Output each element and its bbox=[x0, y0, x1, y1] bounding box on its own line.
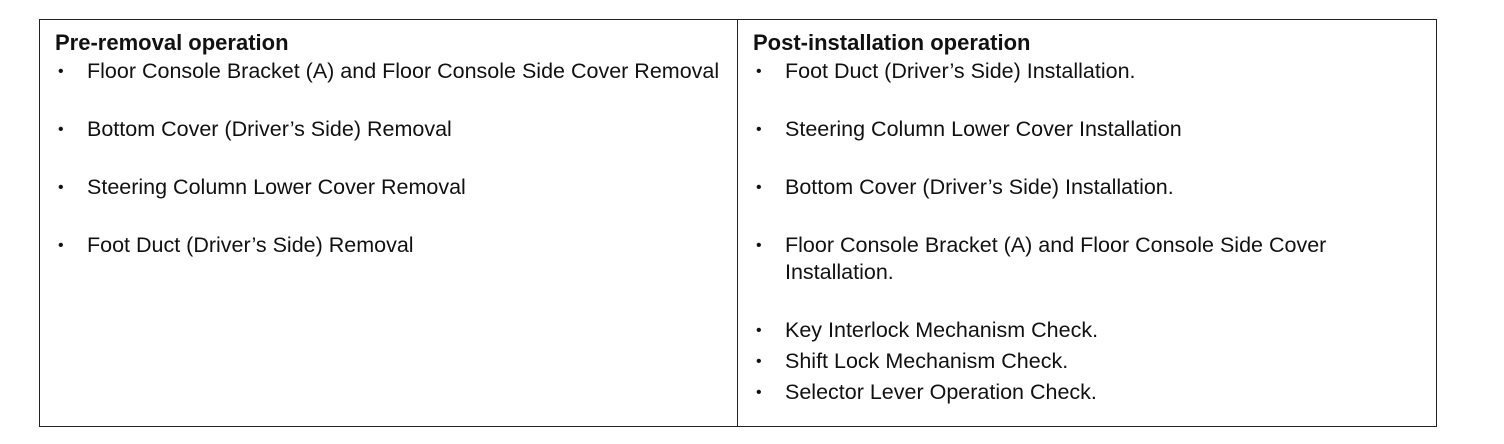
bullet-icon: • bbox=[756, 179, 762, 196]
bullet-icon: • bbox=[58, 237, 64, 254]
list-item bbox=[753, 348, 1422, 375]
list-item bbox=[55, 232, 723, 259]
list-item-text: Foot Duct (Driver’s Side) Installation. bbox=[785, 59, 1136, 83]
list-item-text: Foot Duct (Driver’s Side) Removal bbox=[87, 233, 414, 257]
post-installation-cell bbox=[738, 20, 1437, 427]
list-item bbox=[55, 116, 723, 143]
operations-table bbox=[39, 19, 1437, 427]
list-item-text: Selector Lever Operation Check. bbox=[785, 380, 1097, 404]
bullet-icon: • bbox=[756, 237, 762, 254]
list-item-text: Shift Lock Mechanism Check. bbox=[785, 349, 1069, 373]
list-item bbox=[753, 232, 1422, 286]
pre-removal-list bbox=[55, 58, 723, 259]
bullet-icon: • bbox=[756, 353, 762, 370]
list-item-text: Steering Column Lower Cover Removal bbox=[87, 175, 466, 199]
pre-removal-heading: Pre-removal operation bbox=[55, 30, 289, 55]
list-item bbox=[55, 174, 723, 201]
list-item-text: Key Interlock Mechanism Check. bbox=[785, 318, 1099, 342]
bullet-icon: • bbox=[756, 63, 762, 80]
bullet-icon: • bbox=[58, 63, 64, 80]
list-item bbox=[753, 174, 1422, 201]
bullet-icon: • bbox=[756, 121, 762, 138]
list-item-text: Steering Column Lower Cover Installation bbox=[785, 117, 1182, 141]
list-item bbox=[753, 116, 1422, 143]
list-item-text: Floor Console Bracket (A) and Floor Console Side Cover Removal bbox=[87, 59, 720, 83]
list-item bbox=[753, 379, 1422, 406]
bullet-icon: • bbox=[58, 179, 64, 196]
list-item-text: Bottom Cover (Driver’s Side) Removal bbox=[87, 117, 452, 141]
post-installation-list bbox=[753, 58, 1422, 406]
bullet-icon: • bbox=[58, 121, 64, 138]
table-row bbox=[40, 20, 1437, 427]
bullet-icon: • bbox=[756, 322, 762, 339]
post-installation-heading: Post-installation operation bbox=[753, 30, 1031, 55]
pre-removal-cell bbox=[40, 20, 738, 427]
list-item-text: Floor Console Bracket (A) and Floor Console Side Cover Installation. bbox=[785, 233, 1327, 284]
list-item bbox=[753, 58, 1422, 85]
list-item-text: Bottom Cover (Driver’s Side) Installation. bbox=[785, 175, 1174, 199]
list-item bbox=[753, 317, 1422, 344]
list-item bbox=[55, 58, 723, 85]
bullet-icon: • bbox=[756, 384, 762, 401]
